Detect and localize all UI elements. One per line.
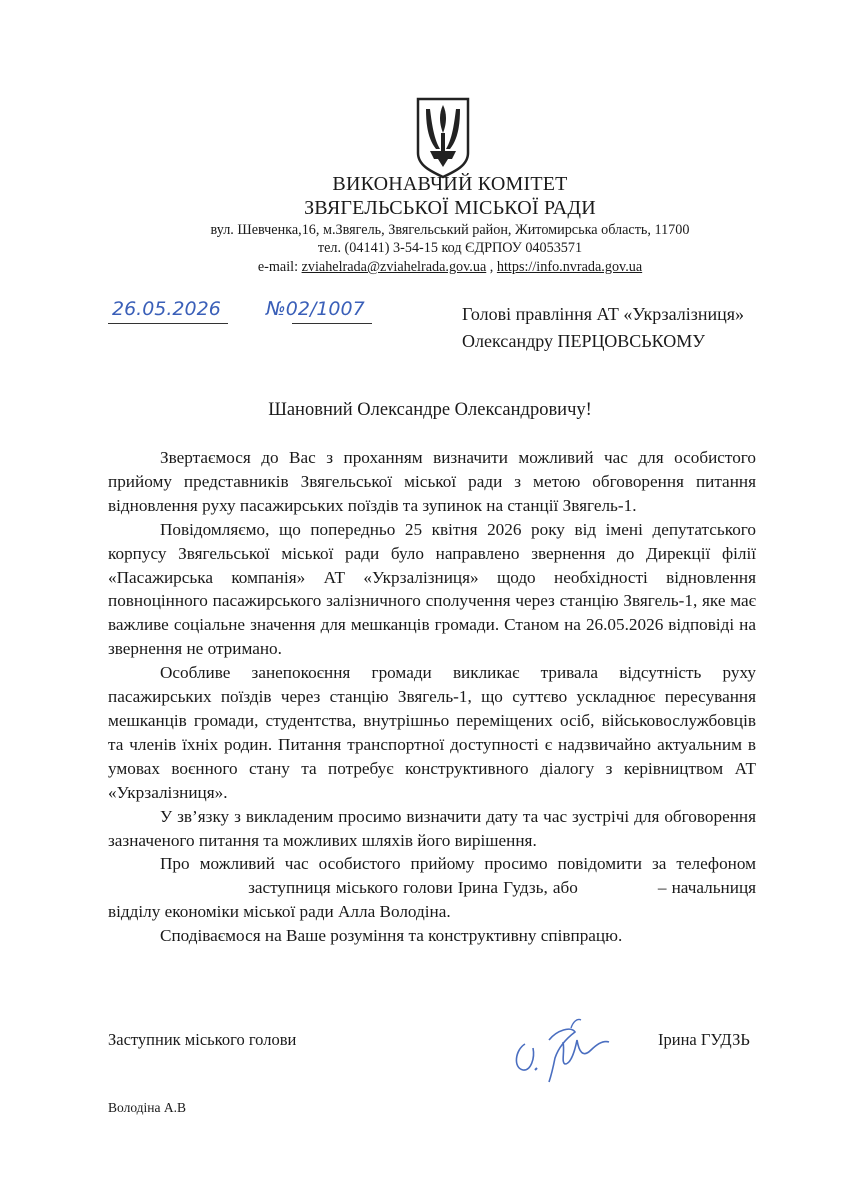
contact-text-1: Про можливий час особистого прийому просимо повідомити за телефоном bbox=[160, 854, 756, 874]
paragraph-contacts bbox=[108, 852, 756, 924]
number-underline bbox=[292, 323, 372, 324]
redacted-phone bbox=[583, 876, 653, 900]
executor-name: Володіна А.В bbox=[108, 1100, 187, 1115]
recipient-name: Олександру ПЕРЦОВСЬКОМУ bbox=[462, 331, 705, 351]
website-link[interactable]: https://info.nvrada.gov.ua bbox=[496, 259, 643, 275]
paragraph-previous-appeal: Повідомляємо, що попередньо 25 квітня 2026 року від імені депутатського корпусу Звягельської міської ради було направлено звернення до Дирекції філії «Пасажирська компанія» АТ «Укрзалізниця» щодо необхідності відновлення повноцінного пасажирського залізничного сполучення через станцію Звягель-1, яке має важливе соціальне значення для мешканців громади. Станом на 26.05.2026 відповіді на звернення не отримано. bbox=[108, 519, 756, 659]
org-title-line2: ЗВЯГЕЛЬСЬКОЇ МІСЬКОЇ РАДИ bbox=[304, 197, 596, 219]
org-phone-code: тел. (04141) 3-54-15 код ЄДРПОУ 04053571 bbox=[317, 240, 583, 256]
contact-text-2: заступниця міського голови Ірина Гудзь, або bbox=[248, 878, 578, 898]
paragraph-meeting-request: У зв’язку з викладеним просимо визначити дату та час зустрічі для обговорення зазначеного питання та можливих шляхів його вирішення. bbox=[108, 806, 756, 850]
contacts-separator: , bbox=[489, 259, 494, 275]
paragraph-concern: Особливе занепокоєння громади викликає тривала відсутність руху пасажирських поїздів через станцію Звягель-1, що суттєво ускладнює пересування мешканців громади, студентства, внутрішньо переміщених осіб, військовослужбовців та членів їхніх родин. Питання транспортної доступності є надзвичайно актуальним в умовах воєнного стану та потребує конструктивного діалогу з керівництвом АТ «Укрзалізниця». bbox=[108, 663, 756, 802]
registration-date: 26.05.2026 bbox=[112, 298, 221, 320]
redacted-phone bbox=[108, 876, 243, 900]
contact-text-3: – начальниця відділу економіки міської ради Алла Володіна. bbox=[108, 878, 757, 922]
signatory-name: Ірина ГУДЗЬ bbox=[658, 1030, 750, 1049]
email-label: e-mail: bbox=[257, 259, 299, 275]
org-title-line1: ВИКОНАВЧИЙ КОМІТЕТ bbox=[332, 173, 568, 195]
registration-number bbox=[266, 298, 365, 320]
paragraph-request: Звертаємося до Вас з проханням визначити можливий час для особистого прийому представників Звягельської міської ради з метою обговорення питання відновлення руху пасажирських поїздів та зупинок на станції Звягель-1. bbox=[108, 448, 756, 515]
salutation: Шановний Олександре Олександровичу! bbox=[268, 400, 592, 420]
number-prefix: № bbox=[266, 298, 286, 320]
recipient-position: Голові правління АТ «Укрзалізниця» bbox=[462, 304, 745, 324]
org-contacts bbox=[130, 259, 770, 276]
org-address: вул. Шевченка,16, м.Звягель, Звягельський район, Житомирська область, 11700 bbox=[210, 222, 690, 238]
number-value: 02/1007 bbox=[285, 298, 365, 320]
paragraph-closing: Сподіваємося на Ваше розуміння та конструктивну співпрацю. bbox=[160, 926, 623, 946]
letter-body bbox=[108, 446, 756, 948]
handwritten-signature bbox=[505, 1010, 625, 1090]
trident-emblem-icon bbox=[414, 95, 472, 179]
email-link[interactable]: zviahelrada@zviahelrada.gov.ua bbox=[301, 259, 487, 275]
signatory-position: Заступник міського голови bbox=[108, 1030, 297, 1049]
date-underline bbox=[108, 323, 228, 324]
